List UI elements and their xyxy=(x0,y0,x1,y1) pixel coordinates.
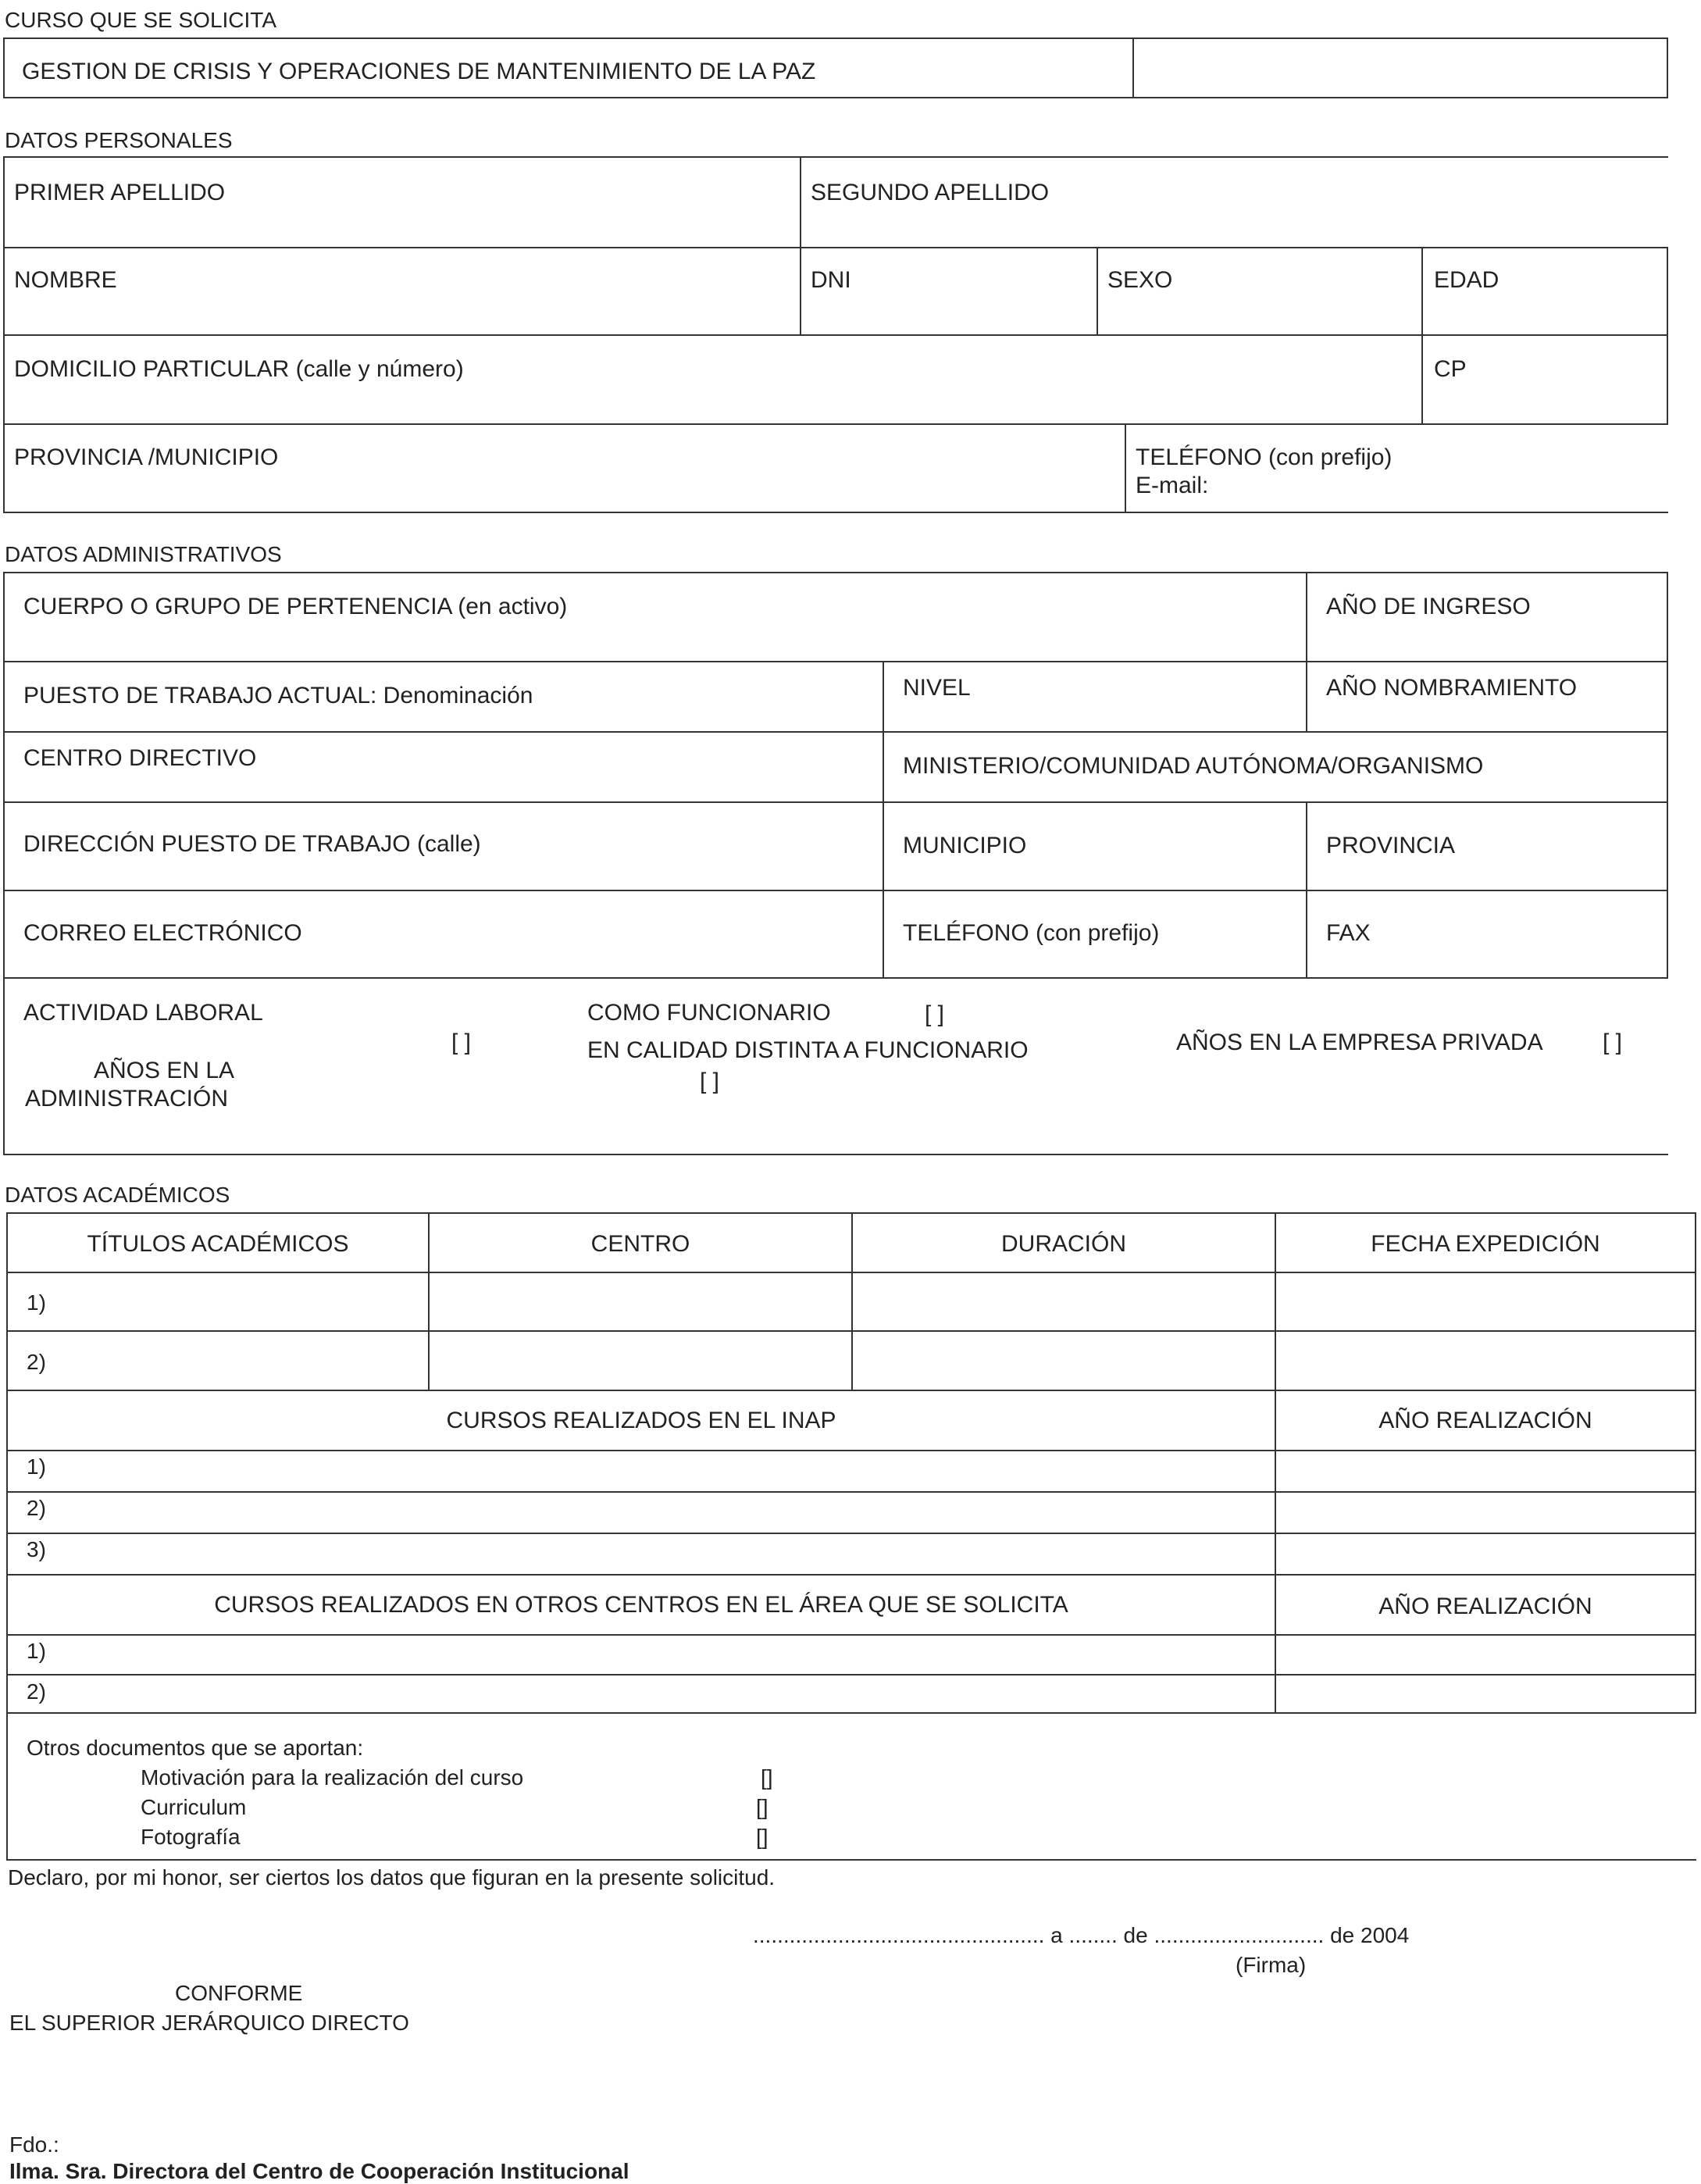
acad-line-4 xyxy=(6,1450,1696,1451)
otros-centros-header: CURSOS REALIZADOS EN OTROS CENTROS EN EL ÁREA QUE SE SOLICITA xyxy=(214,1592,1068,1618)
telefono-personal-label: TELÉFONO (con prefijo) xyxy=(1136,444,1393,470)
ano-ingreso-label: AÑO DE INGRESO xyxy=(1326,594,1531,619)
admin-row-line-4 xyxy=(3,890,1668,891)
destinatario-label: Ilma. Sra. Directora del Centro de Cooperación Institucional xyxy=(9,2159,629,2183)
provincia-admin-label: PROVINCIA xyxy=(1326,833,1456,858)
fdo-label: Fdo.: xyxy=(9,2132,59,2157)
acad-line-7 xyxy=(6,1574,1696,1576)
curso-header: CURSO QUE SE SOLICITA xyxy=(5,8,276,32)
otros-row-2: 2) xyxy=(27,1679,46,1704)
personales-vline-sexo xyxy=(1421,247,1423,423)
empresa-privada-checkbox[interactable]: [ ] xyxy=(1603,1030,1623,1055)
como-funcionario-label: COMO FUNCIONARIO xyxy=(587,1000,831,1026)
inap-row-2: 2) xyxy=(27,1496,46,1520)
primer-apellido-label: PRIMER APELLIDO xyxy=(14,180,226,205)
inap-row-1: 1) xyxy=(27,1454,46,1479)
personales-header: DATOS PERSONALES xyxy=(5,128,233,152)
provincia-municipio-label: PROVINCIA /MUNICIPIO xyxy=(14,444,279,470)
nombre-label: NOMBRE xyxy=(14,267,117,293)
curso-code-field[interactable] xyxy=(1136,41,1664,95)
como-funcionario-checkbox[interactable]: [ ] xyxy=(925,1001,945,1027)
admin-row-line-1 xyxy=(3,661,1668,662)
docs-bottom-line xyxy=(6,1859,1696,1861)
ministerio-label: MINISTERIO/COMUNIDAD AUTÓNOMA/ORGANISMO xyxy=(903,753,1484,779)
otros-row-1: 1) xyxy=(27,1639,46,1663)
anos-admin-label-1: AÑOS EN LA xyxy=(94,1058,235,1083)
ano-nombramiento-label: AÑO NOMBRAMIENTO xyxy=(1326,675,1578,701)
personales-row-line-1 xyxy=(3,247,1668,248)
personales-right-line xyxy=(1667,247,1668,425)
inap-row-3: 3) xyxy=(27,1537,46,1561)
personales-row-line-3 xyxy=(3,423,1668,425)
domicilio-label: DOMICILIO PARTICULAR (calle y número) xyxy=(14,356,464,382)
personales-row-line-2 xyxy=(3,334,1668,336)
admin-right-line xyxy=(1667,572,1668,978)
acad-line-9 xyxy=(6,1674,1696,1675)
puesto-label: PUESTO DE TRABAJO ACTUAL: Denominación xyxy=(23,683,533,708)
declaracion-text: Declaro, por mi honor, ser ciertos los datos que figuran en la presente solicitud. xyxy=(8,1865,776,1890)
direccion-label: DIRECCIÓN PUESTO DE TRABAJO (calle) xyxy=(23,831,481,857)
fecha-lugar-line[interactable]: ................................................ a ........ de ............................ de 2004 xyxy=(753,1923,1410,1947)
acad-line-5 xyxy=(6,1491,1696,1493)
titulo-row-1: 1) xyxy=(27,1290,46,1315)
acad-line-8 xyxy=(6,1634,1696,1636)
actividad-laboral-label: ACTIVIDAD LABORAL xyxy=(23,1000,263,1026)
admin-top-line xyxy=(3,572,1668,573)
personales-top-line xyxy=(3,156,1668,158)
docs-left-line xyxy=(6,1714,8,1859)
telefono-admin-label: TELÉFONO (con prefijo) xyxy=(903,920,1160,946)
doc-motivacion-checkbox[interactable]: [] xyxy=(761,1765,773,1790)
doc-fotografia-label: Fotografía xyxy=(141,1825,241,1849)
doc-curriculum-label: Curriculum xyxy=(141,1795,247,1819)
correo-label: CORREO ELECTRÓNICO xyxy=(23,920,302,946)
personales-vline-provincia xyxy=(1125,423,1126,512)
fax-label: FAX xyxy=(1326,920,1371,946)
doc-fotografia-checkbox[interactable]: [] xyxy=(756,1825,768,1849)
acad-vline-3 xyxy=(1275,1212,1276,1714)
titulo-row-2: 2) xyxy=(27,1350,46,1374)
anos-admin-checkbox[interactable]: [ ] xyxy=(451,1030,472,1055)
superior-jerarquico-label: EL SUPERIOR JERÁRQUICO DIRECTO xyxy=(9,2011,409,2035)
col-duracion: DURACIÓN xyxy=(1000,1231,1126,1257)
curso-divider xyxy=(1132,37,1134,98)
admin-left-line xyxy=(3,572,5,1154)
otros-ano-realizacion: AÑO REALIZACIÓN xyxy=(1378,1593,1592,1619)
personales-vline-dni xyxy=(1097,247,1098,334)
dni-label: DNI xyxy=(811,267,851,293)
doc-curriculum-checkbox[interactable]: [] xyxy=(756,1795,768,1819)
admin-row-line-2 xyxy=(3,731,1668,733)
docs-intro: Otros documentos que se aportan: xyxy=(27,1736,364,1760)
municipio-label: MUNICIPIO xyxy=(903,833,1027,858)
col-fecha-expedicion: FECHA EXPEDICIÓN xyxy=(1371,1231,1600,1257)
edad-label: EDAD xyxy=(1434,267,1500,293)
admin-vline-nivel xyxy=(883,661,884,977)
distinta-funcionario-label: EN CALIDAD DISTINTA A FUNCIONARIO xyxy=(587,1037,1029,1063)
admin-row-line-5 xyxy=(3,977,1668,979)
inap-ano-realizacion: AÑO REALIZACIÓN xyxy=(1378,1408,1592,1433)
personales-bottom-line xyxy=(3,512,1668,513)
admin-row-line-3 xyxy=(3,801,1668,803)
personales-vline-apellidos xyxy=(800,156,801,334)
centro-directivo-label: CENTRO DIRECTIVO xyxy=(23,745,257,771)
empresa-privada-label: AÑOS EN LA EMPRESA PRIVADA xyxy=(1176,1030,1543,1055)
distinta-funcionario-checkbox[interactable]: [ ] xyxy=(700,1069,720,1094)
admin-vline-ingreso xyxy=(1306,572,1307,731)
admin-vline-provincia xyxy=(1306,801,1307,977)
conforme-label: CONFORME xyxy=(175,1981,303,2005)
email-personal-label: E-mail: xyxy=(1136,473,1209,498)
doc-motivacion-label: Motivación para la realización del curso xyxy=(141,1765,524,1790)
admin-bottom-line xyxy=(3,1154,1668,1155)
curso-value: GESTION DE CRISIS Y OPERACIONES DE MANTENIMIENTO DE LA PAZ xyxy=(22,59,816,84)
firma-label: (Firma) xyxy=(1236,1953,1307,1977)
academicos-header: DATOS ACADÉMICOS xyxy=(5,1183,230,1207)
col-titulos: TÍTULOS ACADÉMICOS xyxy=(87,1231,349,1257)
administrativos-header: DATOS ADMINISTRATIVOS xyxy=(5,542,282,566)
cp-label: CP xyxy=(1434,356,1467,382)
cuerpo-label: CUERPO O GRUPO DE PERTENENCIA (en activo) xyxy=(23,594,568,619)
nivel-label: NIVEL xyxy=(903,675,971,701)
inap-header: CURSOS REALIZADOS EN EL INAP xyxy=(446,1408,836,1433)
col-centro: CENTRO xyxy=(590,1231,690,1257)
acad-line-6 xyxy=(6,1533,1696,1534)
anos-admin-label-2: ADMINISTRACIÓN xyxy=(25,1086,229,1112)
sexo-label: SEXO xyxy=(1107,267,1173,293)
segundo-apellido-label: SEGUNDO APELLIDO xyxy=(811,180,1050,205)
acad-line-3 xyxy=(6,1390,1696,1391)
